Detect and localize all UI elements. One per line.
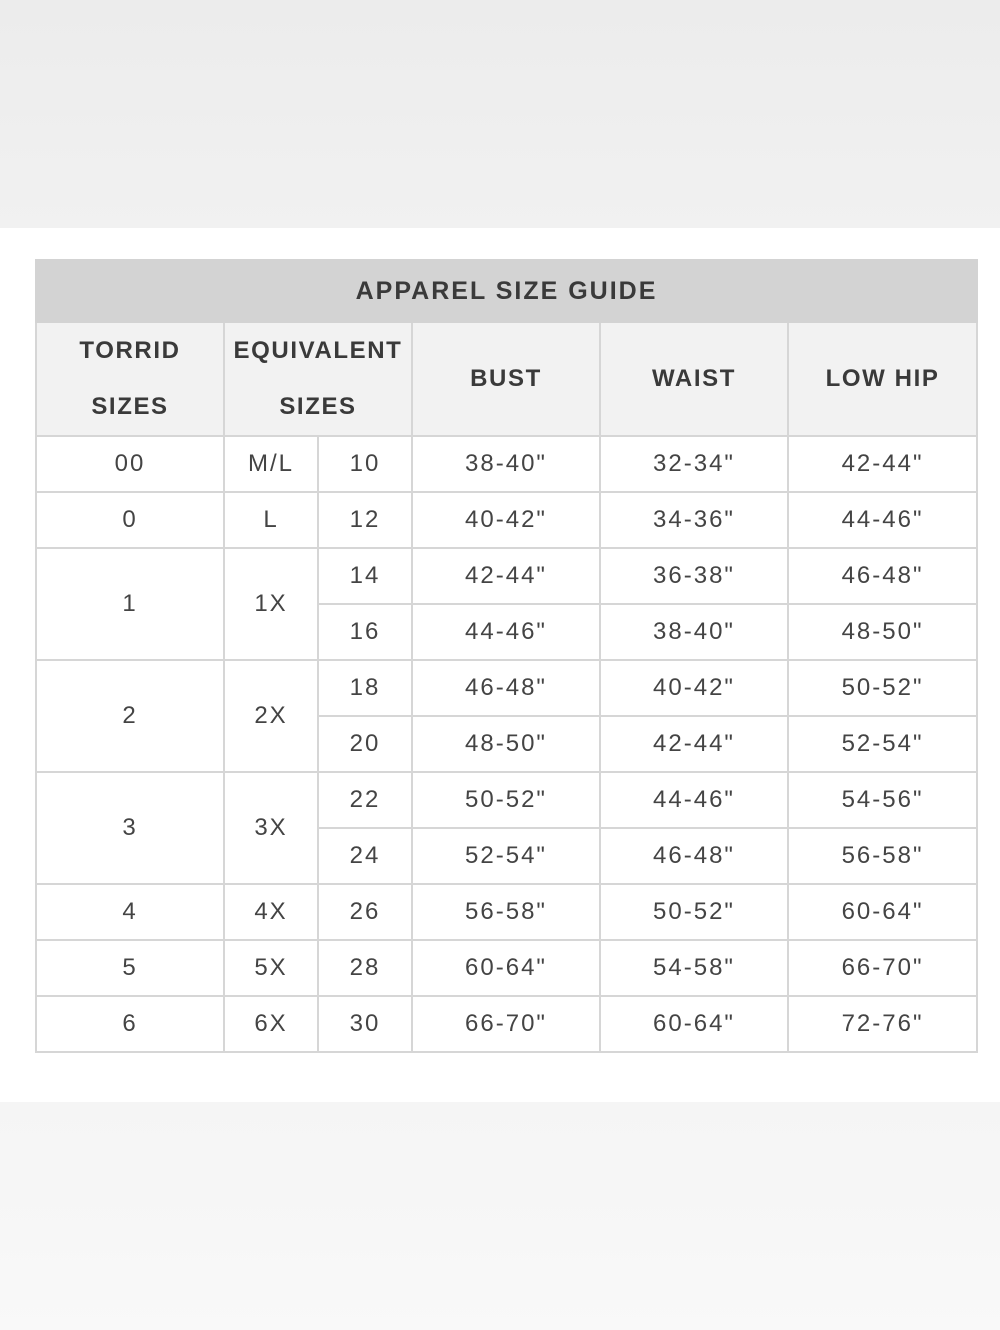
waist-cell: 46-48" — [600, 828, 788, 884]
waist-cell: 36-38" — [600, 548, 788, 604]
equivalent-letter-cell: 2X — [224, 660, 318, 772]
header-bust: BUST — [412, 322, 600, 436]
low-hip-cell: 48-50" — [788, 604, 977, 660]
equivalent-number-cell: 24 — [318, 828, 412, 884]
equivalent-number-cell: 30 — [318, 996, 412, 1052]
bust-cell: 48-50" — [412, 716, 600, 772]
equivalent-number-cell: 20 — [318, 716, 412, 772]
equivalent-letter-cell: 6X — [224, 996, 318, 1052]
equivalent-number-cell: 22 — [318, 772, 412, 828]
equivalent-number-cell: 28 — [318, 940, 412, 996]
low-hip-cell: 72-76" — [788, 996, 977, 1052]
torrid-size-cell: 1 — [36, 548, 224, 660]
bust-cell: 60-64" — [412, 940, 600, 996]
torrid-size-cell: 2 — [36, 660, 224, 772]
low-hip-cell: 42-44" — [788, 436, 977, 492]
waist-cell: 44-46" — [600, 772, 788, 828]
equivalent-letter-cell: L — [224, 492, 318, 548]
header-low-hip: LOW HIP — [788, 322, 977, 436]
torrid-size-cell: 6 — [36, 996, 224, 1052]
bust-cell: 56-58" — [412, 884, 600, 940]
low-hip-cell: 56-58" — [788, 828, 977, 884]
header-equivalent-line2: SIZES — [279, 393, 357, 420]
table-row — [36, 660, 977, 716]
equivalent-letter-cell: M/L — [224, 436, 318, 492]
header-waist: WAIST — [600, 322, 788, 436]
low-hip-cell: 66-70" — [788, 940, 977, 996]
header-torrid-sizes: TORRID SIZES — [36, 322, 224, 436]
low-hip-cell: 46-48" — [788, 548, 977, 604]
bottom-background-band — [0, 1102, 1000, 1330]
torrid-size-cell: 3 — [36, 772, 224, 884]
header-equivalent-line1: EQUIVALENT — [233, 337, 403, 364]
table-title: APPAREL SIZE GUIDE — [36, 260, 977, 322]
bust-cell: 40-42" — [412, 492, 600, 548]
waist-cell: 32-34" — [600, 436, 788, 492]
low-hip-cell: 52-54" — [788, 716, 977, 772]
size-guide-container — [35, 259, 976, 1053]
header-row — [36, 322, 977, 436]
torrid-size-cell: 00 — [36, 436, 224, 492]
waist-cell: 38-40" — [600, 604, 788, 660]
bust-cell: 50-52" — [412, 772, 600, 828]
waist-cell: 50-52" — [600, 884, 788, 940]
apparel-size-table — [35, 259, 978, 1053]
waist-cell: 60-64" — [600, 996, 788, 1052]
table-row — [36, 940, 977, 996]
low-hip-cell: 44-46" — [788, 492, 977, 548]
top-background-band — [0, 0, 1000, 228]
equivalent-number-cell: 26 — [318, 884, 412, 940]
low-hip-cell: 50-52" — [788, 660, 977, 716]
table-row — [36, 772, 977, 828]
bust-cell: 38-40" — [412, 436, 600, 492]
waist-cell: 40-42" — [600, 660, 788, 716]
equivalent-number-cell: 12 — [318, 492, 412, 548]
equivalent-letter-cell: 5X — [224, 940, 318, 996]
equivalent-letter-cell: 3X — [224, 772, 318, 884]
torrid-size-cell: 5 — [36, 940, 224, 996]
header-equivalent-sizes — [224, 322, 412, 436]
equivalent-letter-cell: 1X — [224, 548, 318, 660]
bust-cell: 66-70" — [412, 996, 600, 1052]
table-body — [36, 436, 977, 1052]
waist-cell: 54-58" — [600, 940, 788, 996]
bust-cell: 52-54" — [412, 828, 600, 884]
torrid-size-cell: 4 — [36, 884, 224, 940]
equivalent-letter-cell: 4X — [224, 884, 318, 940]
equivalent-number-cell: 14 — [318, 548, 412, 604]
equivalent-number-cell: 10 — [318, 436, 412, 492]
waist-cell: 34-36" — [600, 492, 788, 548]
table-row — [36, 884, 977, 940]
bust-cell: 44-46" — [412, 604, 600, 660]
waist-cell: 42-44" — [600, 716, 788, 772]
low-hip-cell: 60-64" — [788, 884, 977, 940]
table-row — [36, 548, 977, 604]
torrid-size-cell: 0 — [36, 492, 224, 548]
low-hip-cell: 54-56" — [788, 772, 977, 828]
table-row — [36, 996, 977, 1052]
table-row — [36, 436, 977, 492]
bust-cell: 46-48" — [412, 660, 600, 716]
equivalent-number-cell: 18 — [318, 660, 412, 716]
table-row — [36, 492, 977, 548]
title-row — [36, 260, 977, 322]
equivalent-number-cell: 16 — [318, 604, 412, 660]
bust-cell: 42-44" — [412, 548, 600, 604]
